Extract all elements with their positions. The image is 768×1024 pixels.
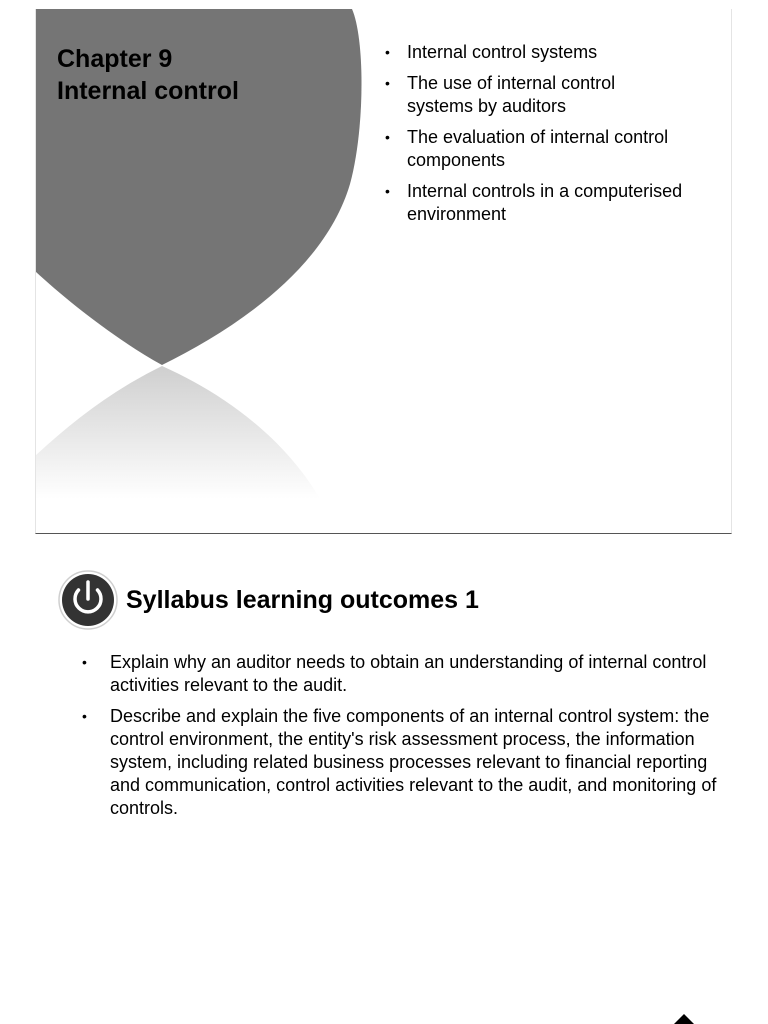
chapter-title <box>57 43 239 107</box>
chapter-number: Chapter 9 <box>57 45 173 73</box>
partial-logo-icon <box>664 1012 704 1024</box>
chapter-topics-list <box>385 41 685 234</box>
power-icon <box>58 570 118 630</box>
list-item: • Describe and explain the five components of an internal control system: the control environment, the entity's risk assessment process, the information system, including related business processes relevant to financial reporting and communication, control activities relevant to the audit, and monitoring of controls. <box>82 705 722 820</box>
section-title: Syllabus learning outcomes 1 <box>126 586 479 614</box>
chapter-slide <box>35 9 732 534</box>
learning-outcomes-list <box>82 651 722 828</box>
list-item: • Internal control systems <box>385 41 685 64</box>
list-item: • Explain why an auditor needs to obtain an understanding of internal control activities relevant to the audit. <box>82 651 722 697</box>
shield-reflection <box>35 366 320 499</box>
list-item: • The evaluation of internal control components <box>385 126 685 172</box>
list-item: • Internal controls in a computerised environment <box>385 180 685 226</box>
chapter-name: Internal control <box>57 77 239 105</box>
section-header <box>58 570 479 630</box>
list-item: • The use of internal control systems by auditors <box>385 72 685 118</box>
